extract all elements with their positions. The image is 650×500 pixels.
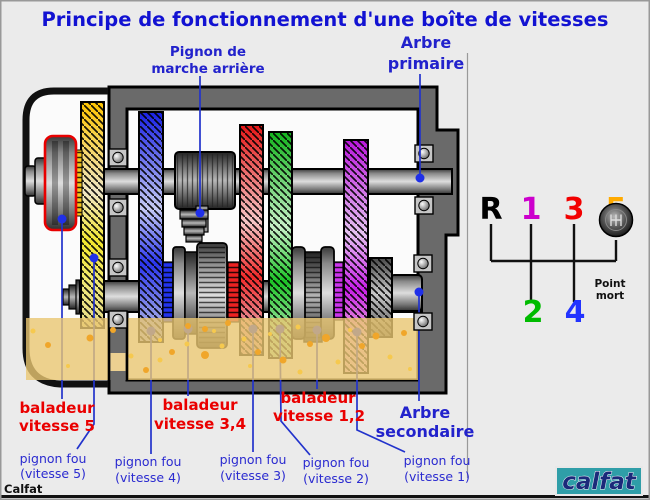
watermark-calfat: Calfat	[4, 482, 43, 496]
bearing	[415, 197, 433, 214]
neutral-label-line2: mort	[595, 290, 625, 302]
bearing	[414, 313, 432, 330]
oil-bubble	[129, 354, 134, 359]
label-slider12-line1: baladeur	[280, 389, 356, 407]
label-idler2-line1: pignon fou	[302, 455, 370, 470]
oil-bubble	[408, 367, 412, 371]
shift-position-1: 1	[520, 192, 542, 227]
label-idler5-line2: (vitesse 5)	[20, 466, 86, 481]
oil-bubble	[336, 360, 341, 365]
label-primary-shaft-line1: Arbre	[400, 33, 452, 52]
label-slider5-line2: vitesse 5	[19, 417, 95, 435]
shift-position-4: 4	[564, 295, 586, 330]
oil-bubble	[268, 332, 272, 336]
pointer-dot-secondary	[415, 288, 424, 297]
oil-bubble	[307, 341, 313, 347]
label-slider34-line1: baladeur	[162, 396, 238, 414]
label-idler1-line1: pignon fou	[403, 453, 471, 468]
oil-bubble	[225, 320, 231, 326]
bearing	[109, 311, 127, 328]
gear-4-blue	[139, 112, 163, 342]
oil-bubble	[87, 335, 94, 342]
shift-position-3: 3	[563, 192, 585, 227]
page-title: Principe de fonctionnement d'une boîte de vitesses	[41, 8, 609, 31]
label-idler5-line1: pignon fou	[19, 451, 87, 466]
oil-bubble	[296, 325, 301, 330]
oil-passage-hole	[111, 353, 126, 371]
oil-bubble	[202, 326, 208, 332]
gear-knob	[600, 204, 633, 237]
oil-bubble	[66, 364, 70, 368]
oil-bubble	[359, 343, 365, 349]
label-idler4-line1: pignon fou	[114, 454, 182, 469]
label-reverse-pinion-line2: marche arrière	[151, 61, 265, 77]
gear-5-yellow	[81, 102, 104, 328]
oil-bubble	[388, 355, 393, 360]
label-idler3-line2: (vitesse 3)	[220, 468, 286, 483]
oil-bubble	[242, 337, 247, 342]
oil-bubble	[185, 342, 190, 347]
oil-bubble	[298, 370, 303, 375]
calfat-logo	[556, 467, 642, 495]
oil-bubble	[45, 342, 51, 348]
label-primary-shaft-line2: primaire	[387, 54, 465, 73]
oil-bubble	[348, 328, 352, 332]
label-slider5-line1: baladeur	[19, 399, 95, 417]
pointer-dot-slider5	[58, 215, 67, 224]
reverse-hub	[175, 152, 235, 209]
shift-position-2: 2	[522, 295, 544, 330]
label-idler3-line1: pignon fou	[219, 452, 287, 467]
oil-bubble	[158, 358, 163, 363]
label-idler4-line2: (vitesse 4)	[115, 470, 181, 485]
oil-bubble	[31, 329, 36, 334]
oil-bath	[26, 318, 418, 380]
label-idler1-line2: (vitesse 1)	[404, 469, 470, 484]
oil-bubble	[201, 351, 209, 359]
oil-bubble	[169, 349, 175, 355]
oil-bubble	[401, 330, 407, 336]
bearing	[109, 149, 127, 166]
oil-bubble	[212, 329, 216, 333]
bearing	[109, 199, 127, 216]
oil-bubble	[158, 338, 162, 342]
label-slider12-line2: vitesse 1,2	[272, 407, 366, 425]
bearing	[109, 259, 127, 276]
oil-bubble	[280, 357, 287, 364]
bearing	[414, 255, 432, 272]
label-slider34-line2: vitesse 3,4	[153, 415, 247, 433]
oil-bubble	[185, 323, 191, 329]
oil-bubble	[322, 334, 330, 342]
oil-bubble	[255, 349, 261, 355]
pointer-dot-reverse	[196, 209, 205, 218]
splined-ring-red	[228, 262, 239, 322]
calfat-logo-text: calfat	[562, 469, 636, 495]
pointer-dot-idler5	[90, 254, 99, 263]
oil-bubble	[110, 327, 116, 333]
neutral-label-line1: Point	[594, 278, 626, 290]
oil-bubble	[373, 333, 380, 340]
label-reverse-pinion-line1: Pignon de	[169, 44, 247, 60]
oil-bubble	[220, 344, 225, 349]
shift-position-R: R	[479, 192, 503, 227]
label-secondary-shaft-line2: secondaire	[375, 422, 475, 441]
label-idler2-line2: (vitesse 2)	[303, 471, 369, 486]
pointer-dot-primary	[416, 174, 425, 183]
bearing	[415, 145, 433, 162]
label-secondary-shaft-line1: Arbre	[399, 403, 451, 422]
oil-bubble	[143, 367, 149, 373]
oil-bubble	[248, 364, 252, 368]
